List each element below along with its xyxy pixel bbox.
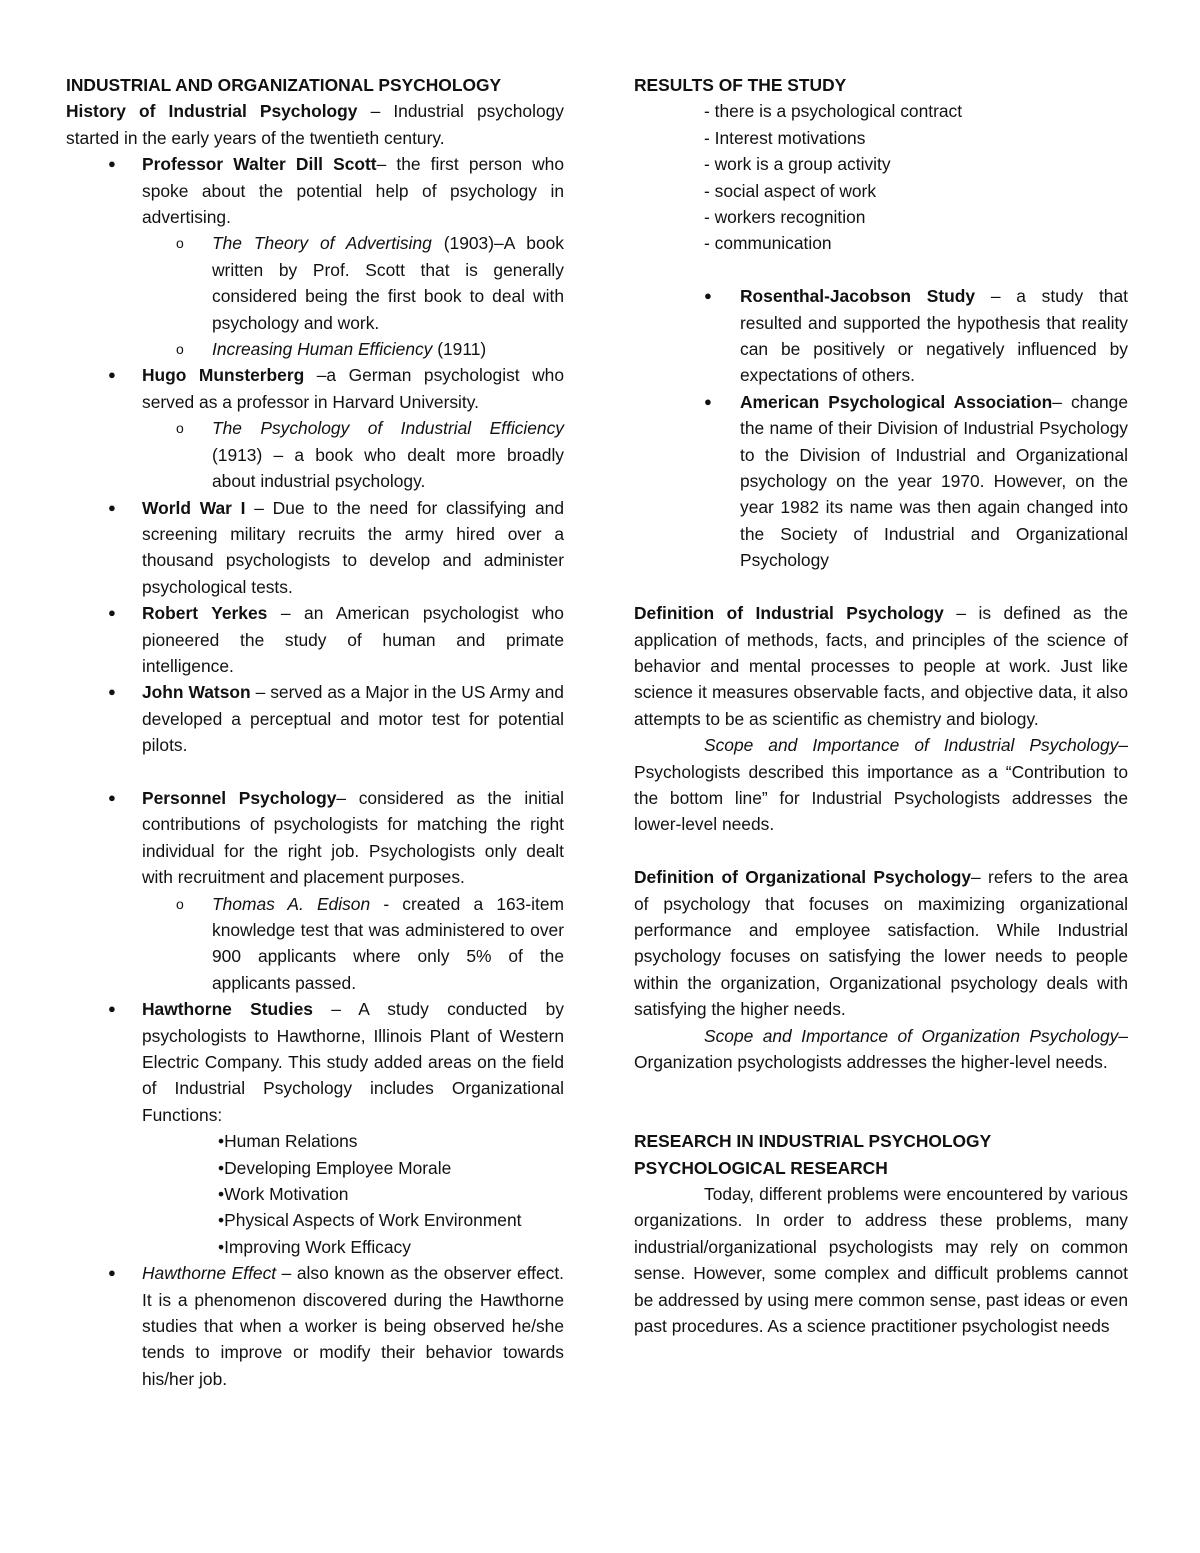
spacer [634,1102,1128,1128]
psych-research-heading: PSYCHOLOGICAL RESEARCH [634,1157,888,1178]
research-heading: RESEARCH IN INDUSTRIAL PSYCHOLOGY [634,1131,992,1152]
bullet-icon: ● [108,1001,116,1017]
function-item: •Developing Employee Morale [218,1157,452,1178]
def-ind-heading: Definition of Industrial Psychology [634,603,944,624]
book-text: (1911) [432,339,487,360]
hawthorne-effect-name: Hawthorne Effect [142,1263,277,1284]
left-column [66,72,564,1392]
bullet-ww1 [66,495,564,601]
bullet-apa [634,389,1128,574]
sub-bullet-icon: o [176,420,184,437]
sub-bullet-icon: o [176,235,184,252]
bullet-munsterberg [66,362,564,415]
history-paragraph [66,98,564,151]
bullet-hawthorne-effect [66,1260,564,1392]
bullet-icon: ● [108,684,116,700]
bullet-personnel [66,785,564,891]
bullet-hawthorne [66,996,564,1128]
result-item: - Interest motivations [704,127,866,148]
spacer [634,838,1128,864]
scope-ind-label: Scope and Importance of Industrial Psychology [704,735,1119,756]
sub-bullet-icon: o [176,895,184,912]
scope-org-label: Scope and Importance of Organization Psychology [704,1025,1119,1046]
rosenthal-name: Rosenthal-Jacobson Study [740,286,976,307]
sub-bullet-icon: o [176,341,184,358]
function-item: •Physical Aspects of Work Environment [218,1210,522,1231]
ww1-name: World War I [142,497,246,518]
result-item: - there is a psychological contract [704,101,963,122]
rosenthal-text: – a study that resulted and supported the hypothesis that reality can be positively or negatively influenced by expectations of others. [740,286,1128,386]
subbullet-theory-of-advertising [66,230,564,336]
history-text: – Industrial psychology started in the early years of the twentieth century. [66,101,564,148]
results-heading: RESULTS OF THE STUDY [634,75,847,95]
subbullet-increasing-efficiency [66,336,564,362]
hawthorne-effect-text: – also known as the observer effect. It is a phenomenon discovered during the Hawthorne studies that when a worker is being observed he/she tends to improve or modify their behavior towards his/her job. [142,1263,564,1389]
bullet-icon: ● [108,367,116,383]
function-item: •Improving Work Efficacy [218,1236,411,1257]
yerkes-name: Robert Yerkes [142,603,268,624]
book-title: Increasing Human Efficiency [212,339,433,360]
book-title: The Psychology of Industrial Efficiency [212,418,564,439]
def-ind-text: – is defined as the application of methods, facts, and principles of the science of behavior and mental processes to people at work. Just like science it measures observable facts, and objective data, it also attempts to be as scientific as chemistry and biology. [634,603,1128,729]
munsterberg-text: –a German psychologist who served as a professor in Harvard University. [142,365,564,412]
bullet-icon: ● [108,499,116,515]
book-text: (1913) – a book who dealt more broadly about industrial psychology. [212,444,564,492]
bullet-watson [66,679,564,758]
bullet-icon: ● [108,789,116,805]
bullet-icon: ● [108,605,116,621]
spacer [634,257,1128,283]
ww1-text: – Due to the need for classifying and screening military recruits the army hired over a thousand psychologists to develop and administer psychological tests. [142,497,564,597]
bullet-yerkes [66,600,564,679]
watson-text: – served as a Major in the US Army and developed a perceptual and motor test for potential pilots. [142,682,564,756]
edison-text: - created a 163-item knowledge test that was administered to over 900 applicants where only 5% of the applicants passed. [212,893,564,993]
scope-organizational [634,1023,1128,1076]
apa-name: American Psychological Association [740,391,1053,412]
function-item: •Human Relations [218,1131,358,1152]
bullet-icon: ● [704,393,712,409]
hawthorne-name: Hawthorne Studies [142,999,313,1020]
scott-text: – the first person who spoke about the potential help of psychology in advertising. [142,154,565,228]
subbullet-industrial-efficiency [66,415,564,494]
bullet-icon: ● [108,156,116,172]
spacer [66,759,564,785]
definition-industrial [634,600,1128,732]
scott-name: Professor Walter Dill Scott [142,154,377,175]
spacer [634,574,1128,600]
bullet-icon: ● [704,288,712,304]
personnel-text: – considered as the initial contributions of psychologists for matching the right individual for the right job. Psychologists only dealt with recruitment and placement purposes. [142,787,564,888]
function-item: •Work Motivation [218,1184,349,1205]
personnel-name: Personnel Psychology [142,787,337,808]
bullet-icon: ● [108,1265,116,1281]
scope-ind-text: –Psychologists described this importance as a “Contribution to the bottom line” for Industrial Psychologists addresses the lower-level needs. [634,735,1128,835]
hawthorne-text: – A study conducted by psychologists to Hawthorne, Illinois Plant of Western Electric Company. This study added areas on the field of Industrial Psychology includes Organizational Functions: [142,999,564,1125]
munsterberg-name: Hugo Munsterberg [142,365,305,386]
spacer [634,1075,1128,1101]
yerkes-text: – an American psychologist who pioneered the study of human and primate intelligence. [142,603,564,676]
watson-name: John Watson [142,682,251,703]
result-item: - work is a group activity [704,154,891,175]
scope-org-text: –Organization psychologists addresses the higher-level needs. [634,1025,1128,1072]
subbullet-edison [66,891,564,997]
result-item: - social aspect of work [704,180,877,201]
edison-name: Thomas A. Edison [212,893,371,914]
definition-organizational [634,864,1128,1022]
bullet-rosenthal [634,283,1128,389]
result-item: - workers recognition [704,207,866,228]
book-title: The Theory of Advertising [212,233,432,254]
right-column [634,72,1128,1339]
book-text: (1903)–A book written by Prof. Scott that is generally considered being the first book to deal with psychology and work. [212,233,564,333]
scope-industrial [634,732,1128,838]
result-item: - communication [704,233,832,254]
history-heading: History of Industrial Psychology [66,101,358,122]
apa-text: – change the name of their Division of Industrial Psychology to the Division of Industrial and Organizational psychology on the year 1970. However, on the year 1982 its name was then again changed into the Society of Industrial and Organizational Psychology [740,391,1129,571]
def-org-heading: Definition of Organizational Psychology [634,867,972,888]
bullet-scott [66,151,564,230]
document-title: INDUSTRIAL AND ORGANIZATIONAL PSYCHOLOGY [66,75,502,95]
research-paragraph: Today, different problems were encountered by various organizations. In order to address these problems, many industrial/organizational psychologists may rely on common sense. However, some complex and difficult problems cannot be addressed by using mere common sense, past ideas or even past procedures. As a science practitioner psychologist needs [634,1183,1128,1337]
def-org-text: – refers to the area of psychology that focuses on maximizing organizational performance and employee satisfaction. While Industrial psychology focuses on satisfying the lower needs to people within the organization, Organizational psychology deals with satisfying the higher needs. [634,867,1128,1020]
